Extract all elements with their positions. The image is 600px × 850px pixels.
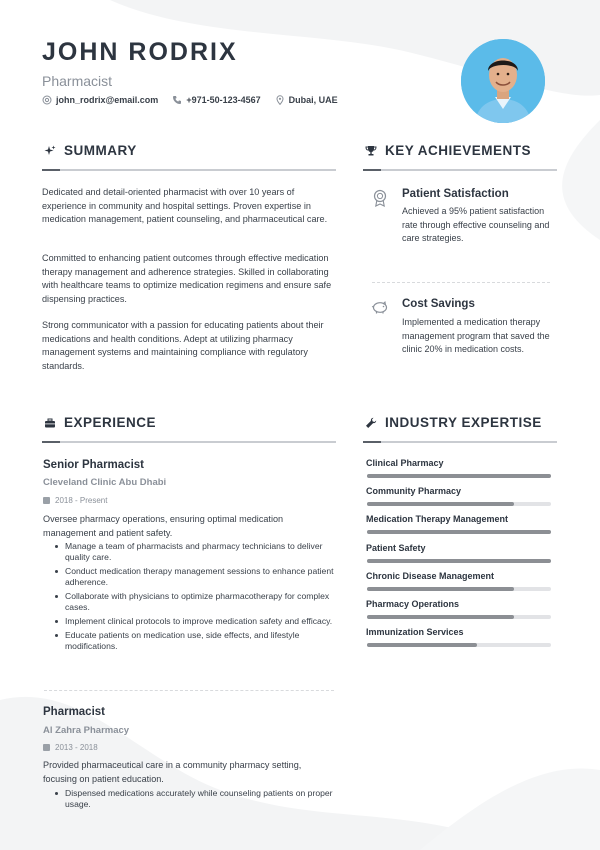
location-text: Dubai, UAE (288, 95, 338, 105)
trophy-icon (365, 145, 377, 157)
job-dates-text: 2018 - Present (55, 496, 108, 505)
medal-icon (371, 189, 389, 207)
job-separator (44, 690, 334, 691)
summary-paragraph: Strong communicator with a passion for educating patients about their medications and health conditions. Adept at utilizing pharmacy management systems and maintaining compliance with regulatory standards. (42, 320, 324, 371)
skill-level-bar (367, 643, 551, 647)
achievement-separator (372, 282, 550, 283)
job-title: Senior Pharmacist (43, 459, 144, 471)
achievement-desc: Implemented a medication therapy management program that saved the clinic 20% in medication costs. (402, 317, 550, 354)
achievement-title: Patient Satisfaction (402, 188, 509, 200)
calendar-icon (43, 497, 50, 504)
job-description: Oversee pharmacy operations, ensuring optimal medication management and patient safety. (43, 514, 284, 538)
summary-paragraph: Dedicated and detail-oriented pharmacist with over 10 years of experience in community and hospital settings. Proven expertise in medication management, patient counseling, and pharmaceutical care. (42, 187, 328, 224)
achievements-divider (363, 169, 557, 171)
list-item: Dispensed medications accurately while counseling patients on proper usage. (43, 788, 335, 810)
skill-level-fill (367, 643, 477, 647)
summary-divider (42, 169, 336, 171)
skill-label: Pharmacy Operations (366, 599, 460, 609)
contact-row (42, 95, 338, 105)
skill-label: Patient Safety (366, 542, 426, 553)
calendar-icon (43, 744, 50, 751)
profile-photo (461, 39, 545, 123)
piggy-bank-icon (371, 298, 389, 316)
skill-level-fill (367, 530, 551, 534)
skill-label: Chronic Disease Management (366, 570, 495, 581)
skill-level-fill (367, 502, 514, 506)
skill-level-fill (367, 615, 514, 619)
expertise-divider (363, 441, 557, 443)
skill-level-bar (367, 474, 551, 478)
company-name: Al Zahra Pharmacy (43, 725, 130, 736)
skill-label: Community Pharmacy (366, 486, 462, 497)
list-item: Conduct medication therapy management sessions to enhance patient adherence. (43, 566, 335, 588)
list-item: Implement clinical protocols to improve medication safety and efficacy. (43, 616, 335, 627)
job-bullets (43, 788, 335, 813)
summary-paragraph: Committed to enhancing patient outcomes through effective medication therapy management and adherence strategies. Skilled in collaborating with healthcare teams to optimize medication regimens and ensure safe dispensing practices. (42, 253, 332, 304)
candidate-title: Pharmacist (42, 73, 113, 89)
job-dates (43, 743, 98, 752)
experience-heading-text: EXPERIENCE (64, 415, 157, 430)
contact-email[interactable] (42, 95, 158, 105)
job-dates (43, 496, 107, 505)
list-item: Collaborate with physicians to optimize pharmacotherapy for complex cases. (43, 591, 335, 613)
list-item: Educate patients on medication use, side effects, and lifestyle modifications. (43, 630, 335, 652)
job-title: Pharmacist (43, 706, 106, 718)
skill-level-fill (367, 559, 551, 563)
phone-icon (172, 95, 182, 105)
skill-label: Clinical Pharmacy (366, 458, 444, 468)
skill-level-bar (367, 559, 551, 563)
contact-location (275, 95, 338, 105)
experience-divider (42, 441, 336, 443)
skill-label: Medication Therapy Management (366, 514, 509, 525)
expertise-heading (365, 415, 542, 430)
skill-level-bar (367, 587, 551, 591)
job-description: Provided pharmaceutical care in a community pharmacy setting, focusing on patient education. (43, 760, 302, 784)
achievements-heading-text: KEY ACHIEVEMENTS (385, 143, 532, 158)
expertise-heading-text: INDUSTRY EXPERTISE (385, 415, 542, 430)
wrench-icon (365, 417, 377, 429)
phone-text: +971-50-123-4567 (186, 95, 261, 105)
contact-phone[interactable] (172, 95, 260, 105)
location-pin-icon (275, 95, 285, 105)
summary-heading-text: SUMMARY (64, 143, 137, 158)
achievement-title: Cost Savings (402, 298, 475, 310)
candidate-name: JOHN RODRIX (42, 38, 238, 66)
achievement-desc: Achieved a 95% patient satisfaction rate through effective counseling and care strategies. (402, 206, 550, 243)
achievements-heading (365, 143, 531, 158)
skill-level-fill (367, 474, 551, 478)
list-item: Manage a team of pharmacists and pharmacy technicians to deliver quality care. (43, 541, 335, 563)
sparkle-icon (44, 145, 56, 157)
company-name: Cleveland Clinic Abu Dhabi (43, 477, 167, 488)
skill-level-bar (367, 530, 551, 534)
skill-level-bar (367, 615, 551, 619)
skill-label: Immunization Services (366, 627, 464, 638)
summary-heading (44, 143, 137, 158)
experience-heading (44, 415, 156, 430)
skill-level-bar (367, 502, 551, 506)
email-text: john_rodrix@email.com (56, 95, 159, 105)
job-bullets (43, 541, 335, 655)
job-dates-text: 2013 - 2018 (55, 743, 98, 752)
skill-level-fill (367, 587, 514, 591)
at-icon (42, 95, 52, 105)
briefcase-icon (44, 417, 56, 429)
